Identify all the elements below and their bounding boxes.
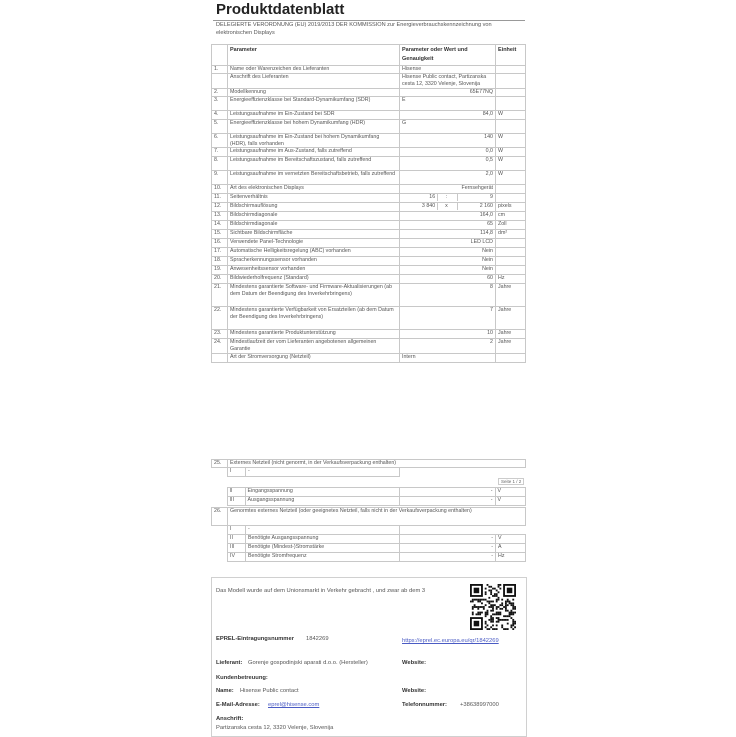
table-row	[212, 148, 526, 157]
table-row	[212, 110, 526, 119]
row-value: -	[399, 488, 495, 497]
row-number: 10.	[212, 185, 228, 194]
page-note: Seite 1 / 2	[498, 478, 524, 485]
row-value: 8	[400, 284, 496, 307]
row-value: 0,0	[400, 148, 496, 157]
table-header-row	[212, 45, 526, 66]
eprel-label: EPREL-Eintragungsnummer	[216, 636, 294, 642]
table-row	[212, 171, 526, 185]
phone-label: Telefonnummer:	[402, 702, 447, 708]
supplier-label: Lieferant:	[216, 660, 243, 666]
row-parameter: Automatische Helligkeitsregelung (ABC) vorhanden	[228, 248, 400, 257]
row-parameter: Anschrift des Lieferanten	[228, 73, 400, 88]
table-row	[211, 488, 525, 497]
row-unit	[496, 96, 526, 110]
name-label: Name:	[216, 688, 234, 694]
table-row	[212, 266, 526, 275]
row-number: 14.	[212, 221, 228, 230]
row-unit: Hz	[496, 275, 526, 284]
website2-label: Website:	[402, 688, 427, 694]
row-unit: W	[496, 110, 526, 119]
row-unit	[496, 66, 526, 74]
row-parameter: Leistungsaufnahme im vernetzten Bereitschaftsbetrieb, falls zutreffend	[228, 171, 400, 185]
row-number: 15.	[212, 230, 228, 239]
address-label: Anschrift:	[216, 716, 244, 722]
spacer	[212, 553, 228, 562]
table-row	[212, 330, 526, 339]
value-part: 9	[457, 194, 495, 201]
row-number: 19.	[212, 266, 228, 275]
table-row	[212, 133, 526, 148]
row-value: -	[400, 553, 496, 562]
datasheet-table	[211, 44, 526, 363]
row-value: Nein	[400, 248, 496, 257]
page-title: Produktdatenblatt	[216, 1, 345, 18]
row-unit: Jahre	[496, 284, 526, 307]
power-supply-subtable	[211, 487, 526, 506]
row-parameter: Mindestlaufzeit der vom Lieferanten angebotenen allgemeinen Garantie	[228, 339, 400, 354]
table-row	[212, 460, 526, 468]
standard-power-supply-table	[211, 507, 526, 562]
address-value: Partizanska cesta 12, 3320 Velenje, Slovenija	[216, 725, 334, 731]
eprel-number: 1842269	[306, 636, 329, 642]
row-unit: A	[496, 544, 526, 553]
row-parameter: Benötigte Stromfrequenz	[246, 553, 400, 562]
row-unit: Jahre	[496, 307, 526, 330]
row-value: 0,5	[400, 157, 496, 171]
table-row	[212, 73, 526, 88]
value-part: 3 840	[421, 203, 436, 210]
row-value: 65	[400, 221, 496, 230]
row-value: Intern	[400, 354, 496, 363]
power-supply-table	[211, 459, 526, 477]
row-number: 16.	[212, 239, 228, 248]
row-unit: cm	[496, 212, 526, 221]
table-row	[212, 535, 526, 544]
row-value: Nein	[400, 266, 496, 275]
row-parameter: Art der Stromversorgung (Netzteil)	[228, 354, 400, 363]
table-row	[212, 339, 526, 354]
row-unit	[496, 257, 526, 266]
table-row	[212, 221, 526, 230]
row-value: -	[400, 544, 496, 553]
row-roman: I	[228, 526, 246, 535]
header-value: Parameter oder Wert und Genauigkeit	[400, 45, 496, 66]
row-parameter: Name oder Warenzeichen des Lieferanten	[228, 66, 400, 74]
row-value: -	[399, 497, 495, 506]
row-value: Nein	[400, 257, 496, 266]
row-number: 18.	[212, 257, 228, 266]
row-unit: W	[496, 157, 526, 171]
row-parameter: Mindestens garantierte Verfügbarkeit von Ersatzteilen (ab dem Datum der Beendigung des Inverkehrbringens)	[228, 307, 400, 330]
row-parameter: Art des elektronischen Displays	[228, 185, 400, 194]
row-number: 26.	[212, 508, 228, 526]
row-value: 84,0	[400, 110, 496, 119]
row-parameter: Modellkennung	[228, 88, 400, 96]
value-part: 16	[429, 194, 436, 201]
row-unit	[496, 185, 526, 194]
row-parameter: Energieeffizienzklasse bei hohem Dynamikumfang (HDR)	[228, 119, 400, 133]
table-row	[212, 203, 526, 212]
row-unit: V	[495, 497, 525, 506]
row-value: Hisense	[400, 66, 496, 74]
header-number	[212, 45, 228, 66]
row-number: 22.	[212, 307, 228, 330]
table-row	[212, 354, 526, 363]
row-value: 2	[400, 339, 496, 354]
value-part: 2 160	[457, 203, 495, 210]
email-label: E-Mail-Adresse:	[216, 702, 260, 708]
regulation-intro: DELEGIERTE VERORDNUNG (EU) 2019/2013 DER KOMMISSION zur Energieverbrauchskennzeichnung von elektronischen Displays	[216, 22, 492, 36]
row-unit	[496, 248, 526, 257]
table-row	[212, 239, 526, 248]
table-row	[212, 508, 526, 526]
row-value: Hisense Public contact, Partizanska cesta 12, 3320 Velenje, Slovenija	[400, 73, 496, 88]
row-number: 12.	[212, 203, 228, 212]
table-row	[212, 185, 526, 194]
row-unit	[496, 88, 526, 96]
row-parameter: Leistungsaufnahme im Ein-Zustand bei SDR	[228, 110, 400, 119]
phone-value: +38638997000	[460, 702, 499, 708]
row-roman: IV	[228, 553, 246, 562]
row-dash: -	[246, 467, 400, 476]
row-number: 5.	[212, 119, 228, 133]
name-value: Hisense Public contact	[240, 688, 299, 694]
row-parameter: Ausgangsspannung	[245, 497, 399, 506]
spacer	[212, 535, 228, 544]
table-row	[212, 212, 526, 221]
value-part: x	[437, 203, 457, 210]
row-number: 11.	[212, 194, 228, 203]
row-unit: V	[496, 535, 526, 544]
row-value: LED LCD	[400, 239, 496, 248]
row-unit: pixels	[496, 203, 526, 212]
row-number: 13.	[212, 212, 228, 221]
row-value: G	[400, 119, 496, 133]
row-number: 7.	[212, 148, 228, 157]
table-row	[212, 275, 526, 284]
customer-service-label: Kundenbetreuung:	[216, 675, 268, 681]
row-value	[400, 203, 496, 212]
table-row	[212, 66, 526, 74]
row-number: 17.	[212, 248, 228, 257]
row-parameter: Leistungsaufnahme im Bereitschaftszustand, falls zutreffend	[228, 157, 400, 171]
row-parameter: Anwesenheitssensor vorhanden	[228, 266, 400, 275]
row-unit: Zoll	[496, 221, 526, 230]
qr-code-icon[interactable]	[470, 584, 516, 630]
row-unit: Jahre	[496, 330, 526, 339]
header-parameter: Parameter	[228, 45, 400, 66]
row-roman: III	[228, 544, 246, 553]
row-parameter: Verwendete Panel-Technologie	[228, 239, 400, 248]
row-unit: W	[496, 171, 526, 185]
row-parameter: Energieeffizienzklasse bei Standard-Dynamikumfang (SDR)	[228, 96, 400, 110]
row-number	[212, 354, 228, 363]
spacer	[211, 488, 227, 497]
row-number: 23.	[212, 330, 228, 339]
row-unit	[496, 239, 526, 248]
row-unit: W	[496, 148, 526, 157]
row-number: 24.	[212, 339, 228, 354]
table-row	[212, 284, 526, 307]
row-unit	[496, 194, 526, 203]
row-parameter: Sichtbare Bildschirmfläche	[228, 230, 400, 239]
table-row	[212, 157, 526, 171]
row-value: 65E77NQ	[400, 88, 496, 96]
value-part: :	[437, 194, 457, 201]
row-parameter: Benötigte Ausgangsspannung	[246, 535, 400, 544]
table-row	[212, 248, 526, 257]
row-number: 9.	[212, 171, 228, 185]
row-parameter: Mindestens garantierte Software- und Firmware-Aktualisierungen (ab dem Datum der Beendigung des Inverkehrbringens)	[228, 284, 400, 307]
row-number: 25.	[212, 460, 228, 468]
row-value: 7	[400, 307, 496, 330]
table-row	[212, 194, 526, 203]
row-value: -	[400, 535, 496, 544]
row-number: 20.	[212, 275, 228, 284]
row-parameter: Bildschirmdiagonale	[228, 212, 400, 221]
row-parameter: Bildschirmauflösung	[228, 203, 400, 212]
row-number: 8.	[212, 157, 228, 171]
row-value: 60	[400, 275, 496, 284]
table-row	[212, 307, 526, 330]
row-value: Fernsehgerät	[400, 185, 496, 194]
table-row	[212, 230, 526, 239]
row-value: E	[400, 96, 496, 110]
table-row	[212, 96, 526, 110]
row-roman: II	[227, 488, 245, 497]
title-divider	[213, 20, 525, 21]
header-unit: Einheit	[496, 45, 526, 66]
row-parameter: Eingangsspannung	[245, 488, 399, 497]
supplier-value: Gorenje gospodinjski aparati d.o.o. (Hersteller)	[248, 660, 368, 666]
row-number: 4.	[212, 110, 228, 119]
row-unit: W	[496, 133, 526, 148]
email-link[interactable]: eprel@hisense.com	[268, 702, 320, 708]
row-unit: V	[495, 488, 525, 497]
table-row	[212, 544, 526, 553]
row-number: 21.	[212, 284, 228, 307]
row-unit	[496, 73, 526, 88]
row-roman: II	[228, 535, 246, 544]
row-value: 140	[400, 133, 496, 148]
row-unit	[496, 119, 526, 133]
row-unit: Jahre	[496, 339, 526, 354]
row-roman: I	[228, 467, 246, 476]
row-number	[212, 73, 228, 88]
row-number: 1.	[212, 66, 228, 74]
row-parameter: Mindestens garantierte Produktunterstützung	[228, 330, 400, 339]
row-parameter: Seitenverhältnis	[228, 194, 400, 203]
table-row	[211, 497, 525, 506]
row-dash: -	[246, 526, 400, 535]
market-date-text: Das Modell wurde auf dem Unionsmarkt in Verkehr gebracht , und zwar ab dem 3	[216, 588, 426, 594]
table-row	[212, 526, 526, 535]
row-unit	[496, 266, 526, 275]
eprel-link[interactable]: https://eprel.ec.europa.eu/qr/1842269	[402, 638, 499, 644]
row-parameter: Leistungsaufnahme im Aus-Zustand, falls zutreffend	[228, 148, 400, 157]
row-roman: III	[227, 497, 245, 506]
row-label: Externes Netzteil (nicht genormt, in der Verkaufsverpackung enthalten)	[228, 460, 526, 468]
row-parameter: Leistungsaufnahme im Ein-Zustand bei hohem Dynamikumfang (HDR), falls vorhanden	[228, 133, 400, 148]
row-label: Genormtes externes Netzteil (oder geeignetes Netzteil, falls nicht in der Verkaufsverpackung enthalten)	[228, 508, 526, 526]
row-value	[400, 194, 496, 203]
row-value: 2,0	[400, 171, 496, 185]
spacer	[212, 544, 228, 553]
row-unit	[496, 354, 526, 363]
row-value: 164,0	[400, 212, 496, 221]
row-unit: dm²	[496, 230, 526, 239]
table-row	[212, 257, 526, 266]
table-row	[212, 119, 526, 133]
row-value: 114,8	[400, 230, 496, 239]
row-value: 10	[400, 330, 496, 339]
spacer	[211, 497, 227, 506]
table-row	[212, 467, 526, 476]
row-parameter: Spracherkennungssensor vorhanden	[228, 257, 400, 266]
row-unit: Hz	[496, 553, 526, 562]
website-label: Website:	[402, 660, 427, 666]
table-row	[212, 553, 526, 562]
row-parameter: Bildschirmdiagonale	[228, 221, 400, 230]
row-parameter: Benötigte (Mindest-)Stromstärke	[246, 544, 400, 553]
row-number: 3.	[212, 96, 228, 110]
row-number: 6.	[212, 133, 228, 148]
row-number: 2.	[212, 88, 228, 96]
row-parameter: Bildwiederholfrequenz (Standard)	[228, 275, 400, 284]
table-row	[212, 88, 526, 96]
